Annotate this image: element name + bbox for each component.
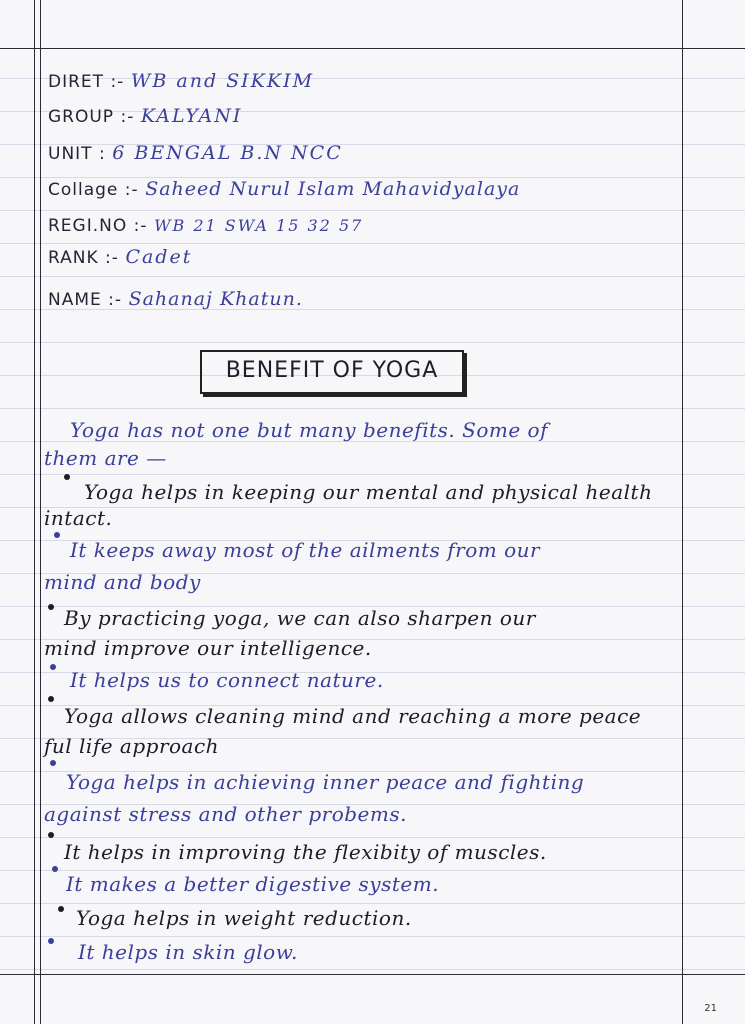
list-item-cont: against stress and other probems.: [44, 802, 407, 826]
ruled-line: [0, 969, 745, 970]
list-item: It helps in improving the flexibity of muscles.: [64, 840, 547, 864]
reg-no-value: WB 21 SWA 15 32 57: [154, 216, 364, 235]
name-label: NAME :-: [48, 290, 123, 310]
ruled-line: [0, 342, 745, 343]
ruled-line: [0, 837, 745, 838]
right-margin-line: [682, 0, 683, 1024]
list-item-cont: ful life approach: [44, 734, 220, 758]
college-label: Collage :-: [48, 180, 139, 200]
bullet-dot: [50, 760, 56, 766]
list-item-cont: intact.: [44, 506, 113, 530]
bullet-dot: [64, 474, 70, 480]
top-rule: [0, 48, 745, 49]
intro-line-2: them are —: [44, 446, 167, 470]
bullet-dot: [50, 664, 56, 670]
direct-value: WB and SIKKIM: [130, 70, 315, 92]
ruled-line: [0, 243, 745, 244]
ruled-line: [0, 474, 745, 475]
list-item: It helps us to connect nature.: [70, 668, 384, 692]
list-item: It helps in skin glow.: [78, 940, 298, 964]
rank-field: [48, 246, 192, 268]
ruled-line: [0, 903, 745, 904]
list-item: Yoga helps in weight reduction.: [76, 906, 412, 930]
list-item: It keeps away most of the ailments from our: [70, 538, 541, 562]
intro-line-1: Yoga has not one but many benefits. Some of: [70, 418, 548, 442]
list-item-cont: mind improve our intelligence.: [44, 636, 372, 660]
bullet-dot: [54, 532, 60, 538]
left-margin-line-2: [40, 0, 41, 1024]
rank-label: RANK :-: [48, 248, 119, 268]
bullet-dot: [48, 604, 54, 610]
college-field: [48, 178, 520, 200]
name-value: Sahanaj Khatun.: [128, 288, 303, 310]
reg-no-field: [48, 214, 363, 236]
name-field: [48, 288, 303, 310]
list-item: Yoga allows cleaning mind and reaching a more peace: [64, 704, 642, 728]
page-number: 21: [704, 1003, 717, 1014]
bullet-dot: [48, 938, 54, 944]
list-item-cont: mind and body: [44, 570, 201, 594]
bullet-dot: [48, 696, 54, 702]
list-item: By practicing yoga, we can also sharpen our: [64, 606, 536, 630]
title-box: [200, 350, 464, 394]
list-item: Yoga helps in achieving inner peace and fighting: [66, 770, 585, 794]
group-value: KALYANI: [140, 105, 243, 127]
direct-label: DIRET :-: [48, 72, 125, 92]
ruled-line: [0, 870, 745, 871]
list-item: Yoga helps in keeping our mental and physical health: [84, 480, 653, 504]
ruled-line: [0, 276, 745, 277]
reg-no-label: REGI.NO :-: [48, 216, 148, 236]
unit-value: 6 BENGAL B.N NCC: [112, 142, 343, 164]
page-title: BENEFIT OF YOGA: [225, 358, 439, 383]
unit-field: [48, 142, 343, 164]
bottom-rule: [0, 974, 745, 975]
unit-label: UNIT :: [48, 144, 106, 164]
college-value: Saheed Nurul Islam Mahavidyalaya: [145, 178, 521, 200]
rank-value: Cadet: [125, 246, 193, 268]
ruled-line: [0, 936, 745, 937]
group-label: GROUP :-: [48, 107, 135, 127]
bullet-dot: [48, 832, 54, 838]
group-field: [48, 105, 242, 127]
ruled-line: [0, 210, 745, 211]
bullet-dot: [52, 866, 58, 872]
left-margin-line: [34, 0, 35, 1024]
direct-field: [48, 70, 314, 92]
ruled-line: [0, 408, 745, 409]
list-item: It makes a better digestive system.: [66, 872, 440, 896]
bullet-dot: [58, 906, 64, 912]
